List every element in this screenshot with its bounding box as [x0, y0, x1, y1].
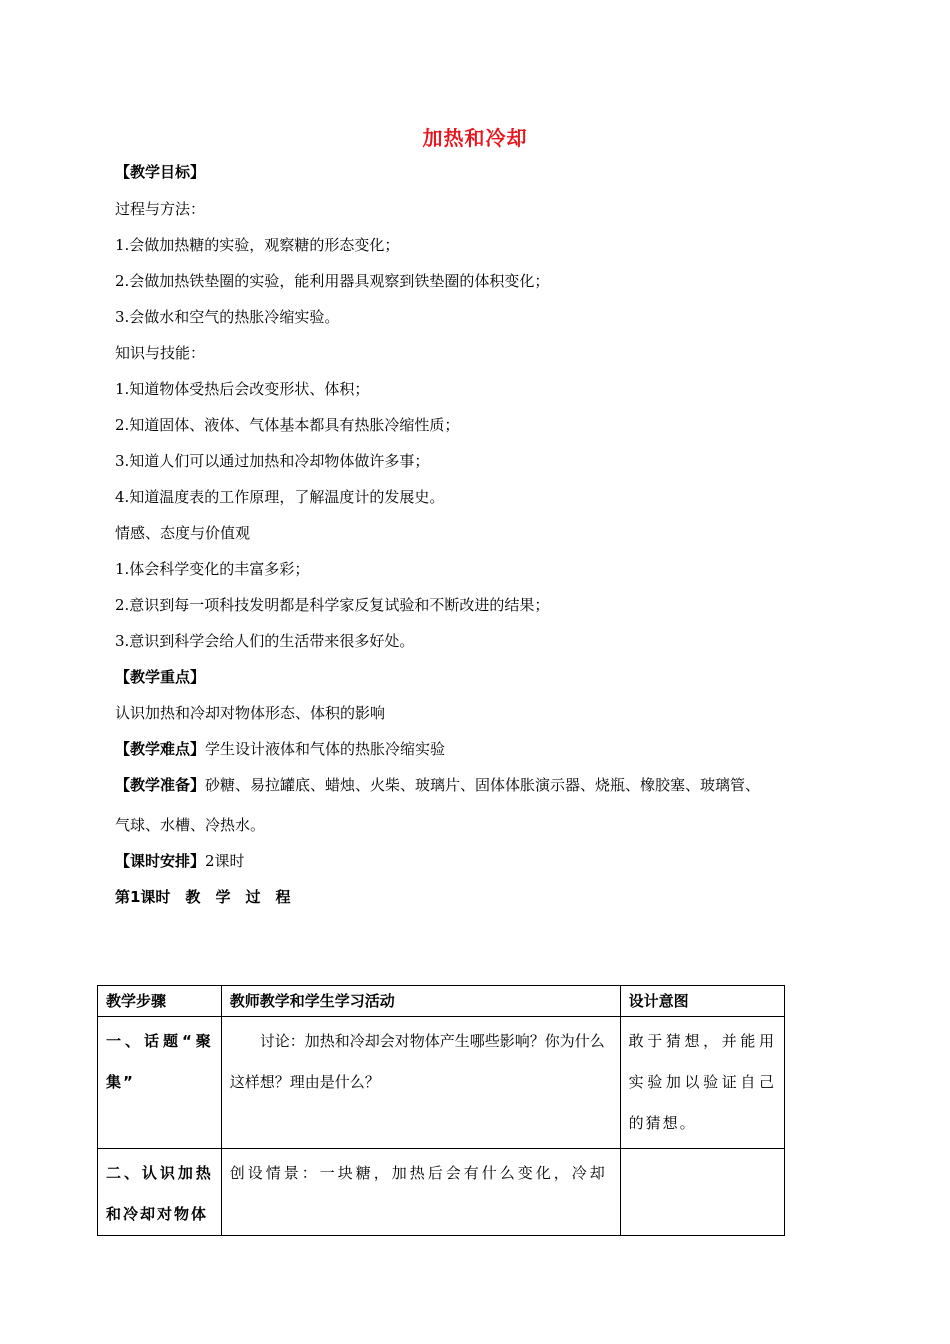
schedule-text: 2课时 — [205, 852, 245, 870]
header-intent: 设计意图 — [620, 986, 784, 1017]
document-title: 加热和冷却 — [422, 126, 528, 150]
knowledge-item-3: 3.知道人们可以通过加热和冷却物体做许多事； — [115, 452, 430, 470]
attitude-label: 情感、态度与价值观 — [115, 524, 251, 542]
table-row — [98, 1149, 785, 1236]
row-intent — [620, 1149, 784, 1236]
row-step: 二、认识加热和冷却对物体 — [98, 1149, 222, 1236]
row-step: 一、话题“聚集” — [98, 1017, 222, 1149]
attitude-item-3: 3.意识到科学会给人们的生活带来很多好处。 — [115, 632, 415, 650]
preparation-heading: 【教学准备】 — [115, 776, 206, 794]
row-intent: 敢于猜想，并能用实验加以验证自己的猜想。 — [620, 1017, 784, 1149]
process-item-1: 1.会做加热糖的实验，观察糖的形态变化； — [115, 236, 400, 254]
header-activity: 教师教学和学生学习活动 — [221, 986, 620, 1017]
difficulty-line — [115, 739, 445, 759]
difficulty-text: 学生设计液体和气体的热胀冷缩实验 — [205, 740, 446, 758]
row-activity: 创设情景：一块糖，加热后会有什么变化，冷却 — [221, 1149, 620, 1236]
preparation-text-2: 气球、水槽、冷热水。 — [115, 816, 266, 834]
process-label: 过程与方法： — [115, 200, 206, 218]
schedule-line — [115, 851, 245, 871]
key-points-text: 认识加热和冷却对物体形态、体积的影响 — [115, 704, 386, 722]
table-row — [98, 1017, 785, 1149]
process-item-2: 2.会做加热铁垫圈的实验，能利用器具观察到铁垫圈的体积变化； — [115, 272, 550, 290]
row-activity: 讨论：加热和冷却会对物体产生哪些影响？你为什么这样想？理由是什么？ — [221, 1017, 620, 1149]
knowledge-item-4: 4.知道温度表的工作原理，了解温度计的发展史。 — [115, 488, 445, 506]
attitude-item-2: 2.意识到每一项科技发明都是科学家反复试验和不断改进的结果； — [115, 596, 550, 614]
lesson-plan-table — [97, 985, 785, 1236]
knowledge-item-2: 2.知道固体、液体、气体基本都具有热胀冷缩性质； — [115, 416, 460, 434]
process-item-3: 3.会做水和空气的热胀冷缩实验。 — [115, 308, 340, 326]
attitude-item-1: 1.体会科学变化的丰富多彩； — [115, 560, 310, 578]
objectives-heading: 【教学目标】 — [115, 163, 206, 181]
schedule-heading: 【课时安排】 — [115, 852, 206, 870]
key-points-heading: 【教学重点】 — [115, 668, 206, 686]
lesson-heading: 第1课时 教 学 过 程 — [115, 888, 291, 906]
knowledge-item-1: 1.知道物体受热后会改变形状、体积； — [115, 380, 370, 398]
preparation-line — [115, 775, 760, 795]
table-header-row — [98, 986, 785, 1017]
difficulty-heading: 【教学难点】 — [115, 740, 206, 758]
knowledge-label: 知识与技能： — [115, 344, 206, 362]
preparation-text-1: 砂糖、易拉罐底、蜡烛、火柴、玻璃片、固体体胀演示器、烧瓶、橡胶塞、玻璃管、 — [205, 776, 761, 794]
header-step: 教学步骤 — [98, 986, 222, 1017]
